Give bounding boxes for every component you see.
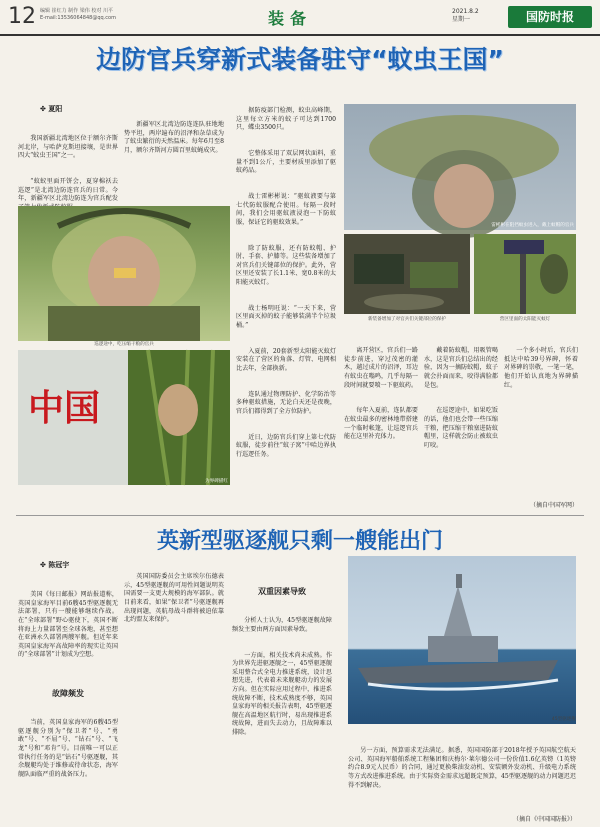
article1-source: （摘自中国军网） [529,502,578,509]
caption-destroyer: 45型驱逐舰 [551,717,576,722]
byline-name: 陈冠宇 [48,561,70,569]
masthead-logo: 国防时报 [508,6,592,28]
photo-equipment [344,234,470,314]
byline-name: 夏阳 [48,105,63,113]
soldier-eating-image [18,206,230,341]
photo-destroyer [348,556,576,724]
issue-date [452,8,479,24]
byline-icon: ✤ [40,561,49,569]
page-number: 12 [8,4,36,29]
article1-col5 [424,330,498,512]
paragraph: 我国新疆北湾地区位于额尔齐斯河北岸，与哈萨克斯坦接壤，是世界四大“蚊虫王国”之一。 [18,135,118,160]
paragraph: 战士雷彬彬说：“驱蚊液要与第七代防蚊服配合使用。每隔一段时间，我们会用驱蚊液浸泡一下防蚊服，保证它的驱蚊效果。” [236,193,336,226]
section-divider [16,515,584,516]
paragraph: 英国国防委员会主席埃尔伍德表示，45型驱逐舰的可用性问题说明英国需要一支更大规模的海军部队。就目前来看，如果“保卫者”号驱逐舰再出现问题，英航母战斗群将被迫依靠北约盟友来保护。 [124,573,224,624]
article2-headline: 英新型驱逐舰只剩一艘能出门 [156,529,443,554]
caption-solar-lamp: 营区里面的太阳能灭蚊灯 [499,317,551,322]
paragraph: 美国《每日邮报》网站报道称，英国皇家海军目前6艘45型驱逐舰无法部署，只有一艘能够继续作战。在“全球部署”野心驱使下，英国不断将海上力量部署至全球各地，甚至想在亚洲永久部署两艘军舰。但近年来英国皇家海军高故障率的现实让英国的“全球部署”计划成为空想。 [18,591,118,659]
caption-netted-hat: 雷彬彬在阻挡蚊虫进入，戴上蚊帽的官兵 [491,223,574,228]
paragraph: 分析人士认为，45型驱逐舰故障频发主要由两方面因素导致。 [232,617,332,633]
netted-hat-image [344,104,576,230]
paragraph: 另一方面，预算需求无法满足。据悉，英国国防部于2018年授予英国航空航天公司、英国海军船舶系统工程集团和庆梅尔·莱尔德公司一份价值1.6亿英镑（1英镑约合8.9元人民币）的合同，通过更换柴油发动机、安装额外发动机、升级电力系统等方式改进推进系统。由于实际资金需求远超既定预算，45型驱逐舰的动力问题迟迟得不到解决。 [348,747,576,789]
email-line: E-mail:13536064848@qq.com [40,15,116,21]
equipment-image [344,234,470,314]
article2-subhead-1: 故障频发 [52,689,84,698]
article1-col6 [504,330,578,500]
paragraph: 戴着防蚊帽，用吸管喝水，这是官兵们总结出的经验，因为一摘防蚊帽，蚊子就会扑面而来，咬得满脸都是包。 [424,347,498,389]
weekday-line: 星期一 [452,16,471,23]
article1-col1 [18,118,118,206]
paragraph: 除了防蚊服，还有防蚊帽、护肘、手套、护膝等。这些装备增加了对官兵们关键部位的保护。此外，营区里还安装了长1.1米、宽0.8米的太阳能灭蚊灯。 [236,244,336,287]
paragraph: 在巡逻途中，如果吃饭的话，他们也会带一些压缩干粮，把压缩干粮塞进防蚊帽里，这样就会防止被蚊虫叮咬。 [424,407,498,449]
article2-source: （摘自《中国国防报》） [512,816,576,823]
caption-marker: 为界碑描红 [205,479,228,484]
date-line: 2021.8.2 [452,8,479,15]
article1-col3 [236,90,336,512]
paragraph: 据防疫部门检测，蚊虫高峰期，这里每立方米的蚊子可达到1700只，蝶虫3500只。 [236,107,336,132]
paragraph: 一个多小时后，官兵们抵达中哈39号界碑，怀着对界碑的崇敬，一笔一笔，他们开始认真地为界碑描红。 [504,347,578,389]
marker-text: 中国 [28,387,101,429]
caption-eating: 巡逻途中，吃压缩干粮的官兵 [94,342,154,347]
article1-col4 [344,330,418,512]
article2-subhead-2: 双重因素导致 [258,587,306,596]
paragraph: 入夏前，20套新型太阳能灭蚊灯安装在了营区的角落、灯管、电网相比去年，全部换新。 [236,347,336,372]
paragraph: 当前，英国皇家海军的6艘45型驱逐舰分别为“保卫者”号、“勇敢”号、“不屈”号、“钻石”号、“飞龙”号和“邓肯”号。目前唯一可以正常执行任务的是“钻石”号驱逐舰，其余舰艇均处于维修或待命状态，海军舰队面临严重的战备压力。 [18,719,118,778]
paragraph: 每年入夏前，连队都要在蚊虫最多的密林地带搭建一个临时帐篷，让巡逻官兵能在这里补充体力。 [344,407,418,441]
paragraph: 离开营区，官兵们一路徒步前进，穿过茂密的灌木，越过成片的沼泽，耳边有蚊虫在嗡鸣，几乎每隔一段时间就要喷一下驱蚊药。 [344,347,418,389]
paragraph: 它整体采用了双层网状面料，重量不到1公斤，主要材质里添加了驱蚊药品。 [236,150,336,175]
paragraph: 战士杨明旺说：“一天下来，营区里面灭掉的蚊子能够装满半个垃圾桶。” [236,304,336,330]
paragraph: 连队通过物理防护、化学防治等多种驱蚊措施，无论白天还是夜晚，官兵们都得到了全方位防护。 [236,390,336,415]
byline-icon: ✤ [40,105,49,113]
paragraph: “蚊蚁里面开饼会，夏穿棉袄去巡逻”是北湾边防连官兵的日常。今年，新疆军区北湾边防连为官兵配发 [18,178,118,203]
article1-byline [40,104,62,114]
section-title: 装备 [268,9,313,28]
caption-equipment: 新装备增加了对官兵们关键部位的保护 [367,317,447,322]
article2-col1b [18,702,118,814]
article1-headline: 边防官兵穿新式装备驻守“蚊虫王国” [96,45,504,74]
photo-soldier-eating [18,206,230,341]
editor-credits [40,8,116,22]
photo-solar-lamp [474,234,576,314]
paragraph: 新疆军区北湾边防连连队驻地地势平坦，两岸遍布的沼泽和杂草成为了蚊虫繁衍的天然温床。每年6月至8月，额尔齐斯河方圆百里蚊蝇成灾。 [124,121,224,154]
destroyer-image [348,556,576,724]
editors-line: 编辑 崔红力 制作 梁伟 校对 川平 [40,8,113,14]
paragraph: 一方面，相关技术尚未成熟。作为世界先进驱逐舰之一，45型驱逐舰采用整合式全电力推进系统，设计思想先进，代表着未来舰艇动力的发展方向。但在实际应用过程中，推进系统故障不断，技术成熟度不够，英国皇家海军的相关报告表明，45型驱逐舰在高温地区航行时，易出现推进系统故障，进而失去动力，且故障难以排除。 [232,651,332,736]
photo-boundary-marker [18,350,230,485]
photo-netted-hat [344,104,576,230]
article2-col1 [18,574,118,684]
article2-col4 [348,730,576,814]
article2-byline [40,560,69,570]
article2-col2 [124,556,224,814]
solar-lamp-image [474,234,576,314]
article1-col2 [124,104,224,206]
article2-col3 [232,600,332,814]
paragraph: 近日，边防官兵们穿上第七代防蚊服，徒步前往“蚊子窝”中哈边界执行巡逻任务。 [236,433,336,458]
